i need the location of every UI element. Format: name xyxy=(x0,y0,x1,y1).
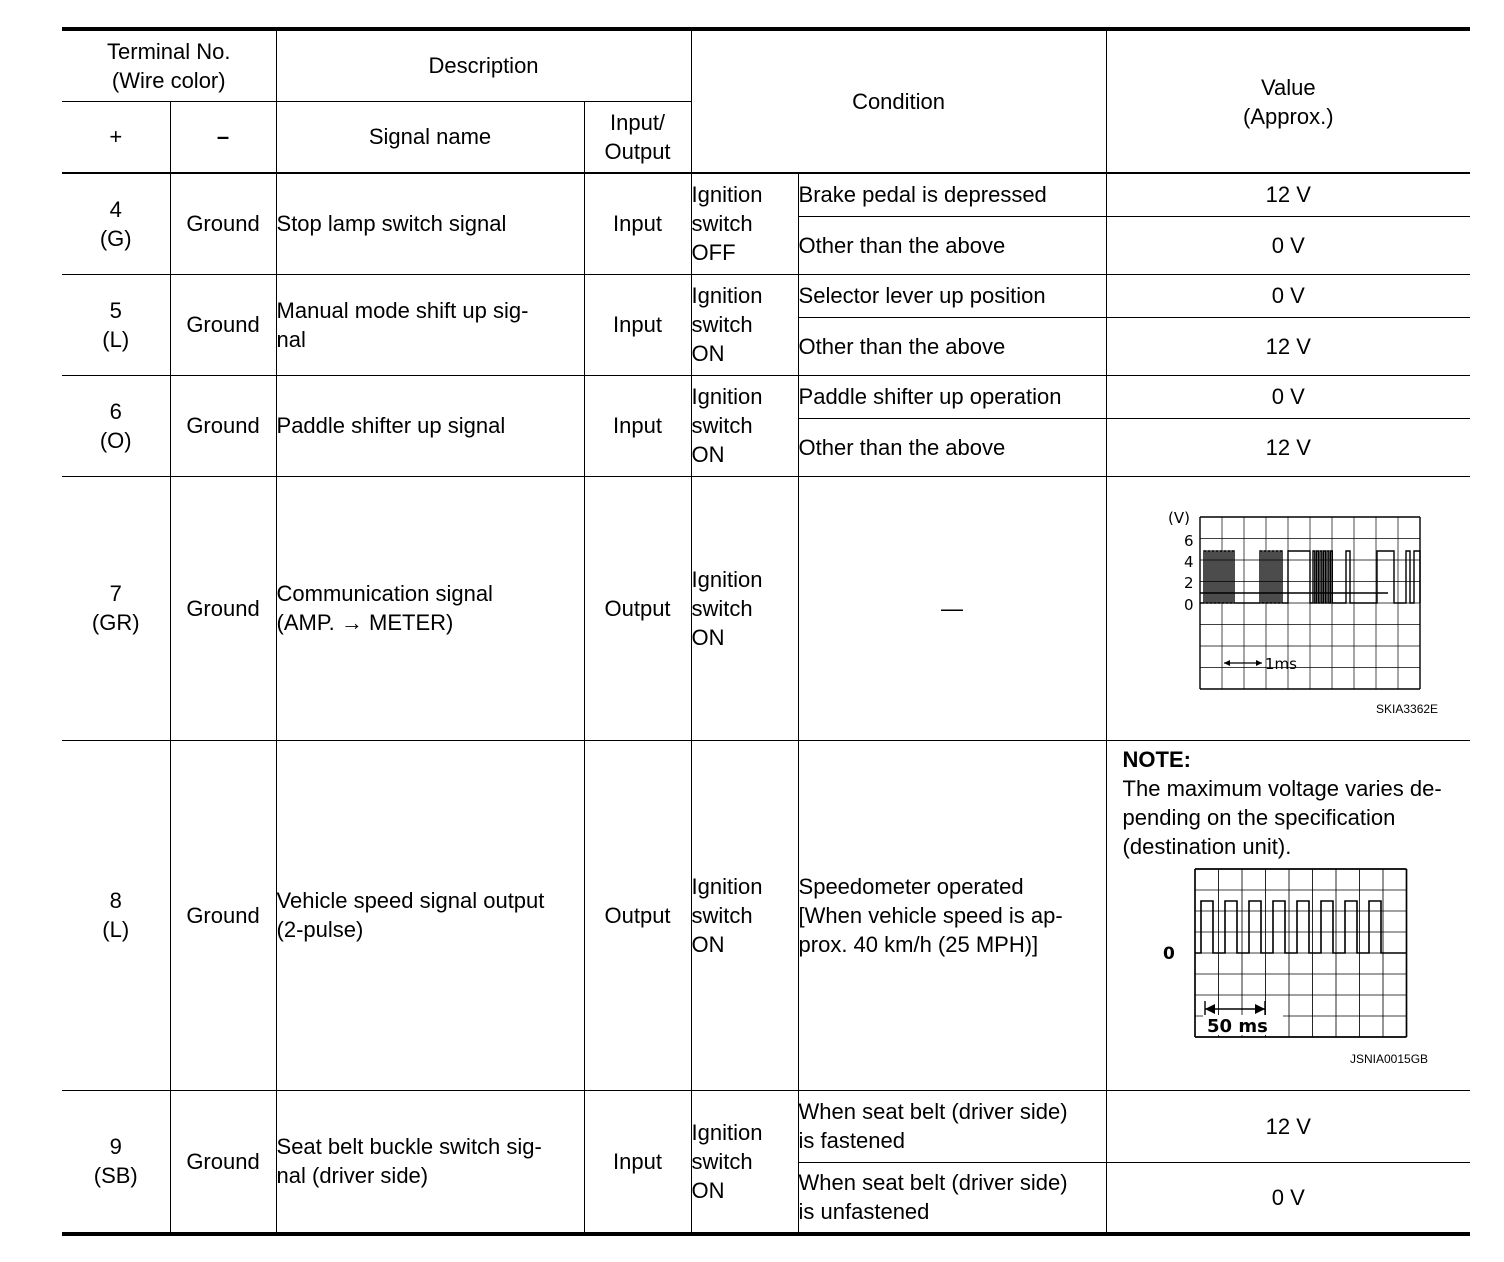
condition-line: When seat belt (driver side) xyxy=(798,1170,1068,1196)
waveform-grid xyxy=(1195,869,1407,1037)
condition-line: is fastened xyxy=(798,1128,905,1153)
note-line: pending on the specification xyxy=(1122,804,1396,830)
value-header xyxy=(1106,29,1470,173)
ignition-cell xyxy=(691,1090,798,1234)
ignition-line: ON xyxy=(691,624,725,650)
ignition-line: ON xyxy=(691,931,725,957)
terminal-number: 8 xyxy=(109,888,122,913)
signal-name-line: (2-pulse) xyxy=(276,917,364,942)
time-scale-label: 50 ms xyxy=(1207,1015,1269,1037)
waveform-trace xyxy=(1195,901,1407,953)
value-cell: 0 V xyxy=(1106,216,1470,274)
io-cell: Input xyxy=(584,274,691,375)
note-line: (destination unit). xyxy=(1122,833,1292,859)
wire-color: (L) xyxy=(102,326,130,352)
ignition-line: switch xyxy=(691,312,753,337)
signal-name-line: nal xyxy=(276,326,306,352)
ignition-line: OFF xyxy=(691,240,736,266)
communication-waveform xyxy=(1138,503,1438,713)
wire-color: (L) xyxy=(102,917,130,942)
ignition-line: ON xyxy=(691,341,725,366)
condition-cell xyxy=(798,1090,1106,1162)
wire-color: (SB) xyxy=(93,1163,138,1189)
figure-code: JSNIA0015GB xyxy=(1350,1051,1429,1066)
vehicle-speed-waveform xyxy=(1123,867,1453,1067)
table-row xyxy=(62,1090,1470,1162)
ignition-line: ON xyxy=(691,1177,725,1203)
io-cell: Output xyxy=(584,740,691,1090)
condition-header: Condition xyxy=(691,29,1106,173)
minus-cell: Ground xyxy=(170,173,276,274)
plus-header: + xyxy=(62,101,170,173)
value-cell: 12 V xyxy=(1106,1090,1470,1162)
time-scale-marker xyxy=(1224,660,1262,666)
table-row xyxy=(62,476,1470,740)
value-label: Value xyxy=(1260,74,1316,100)
minus-cell: Ground xyxy=(170,1090,276,1234)
terminal-cell xyxy=(62,375,170,476)
time-scale-marker xyxy=(1205,1001,1265,1017)
terminal-number: 5 xyxy=(109,297,122,323)
condition-cell: — xyxy=(798,476,1106,740)
minus-header: – xyxy=(170,101,276,173)
table-row xyxy=(62,740,1470,1090)
signal-name-line: nal (driver side) xyxy=(276,1163,429,1189)
terminal-cell xyxy=(62,740,170,1090)
signal-name-line: (AMP. → METER) xyxy=(276,610,454,635)
signal-name-cell xyxy=(276,740,584,1090)
condition-cell: Other than the above xyxy=(798,216,1106,274)
terminal-number: 9 xyxy=(109,1134,122,1160)
condition-line: Speedometer operated xyxy=(798,873,1024,899)
ignition-cell xyxy=(691,274,798,375)
terminal-spec-table xyxy=(62,27,1470,1236)
minus-cell: Ground xyxy=(170,274,276,375)
value-cell: 0 V xyxy=(1106,274,1470,317)
condition-cell: Selector lever up position xyxy=(798,274,1106,317)
ignition-cell xyxy=(691,476,798,740)
terminal-number: 6 xyxy=(109,398,122,424)
table-row xyxy=(62,375,1470,418)
signal-name-header: Signal name xyxy=(276,101,584,173)
wire-color: (G) xyxy=(99,225,132,251)
table-row xyxy=(62,173,1470,216)
note-waveform-cell xyxy=(1106,740,1470,1090)
minus-cell: Ground xyxy=(170,476,276,740)
condition-cell xyxy=(798,740,1106,1090)
io-cell: Input xyxy=(584,375,691,476)
voltage-tick-6: 6 xyxy=(1184,532,1194,550)
condition-line: prox. 40 km/h (25 MPH)] xyxy=(798,931,1039,957)
ignition-line: switch xyxy=(691,1148,753,1174)
note-line: The maximum voltage varies de- xyxy=(1122,775,1442,801)
voltage-tick-4: 4 xyxy=(1184,553,1194,571)
terminal-no-label: Terminal No. xyxy=(107,38,231,64)
terminal-no-header xyxy=(62,29,276,101)
ignition-line: switch xyxy=(691,413,753,438)
ignition-line: switch xyxy=(691,595,753,621)
terminal-number: 4 xyxy=(109,196,122,222)
condition-line: [When vehicle speed is ap- xyxy=(798,902,1063,928)
ignition-line: Ignition xyxy=(691,182,763,208)
value-cell: 0 V xyxy=(1106,375,1470,418)
terminal-cell xyxy=(62,476,170,740)
minus-cell: Ground xyxy=(170,740,276,1090)
input-output-header xyxy=(584,101,691,173)
condition-line: When seat belt (driver side) xyxy=(798,1099,1068,1124)
ignition-line: Ignition xyxy=(691,283,763,308)
ignition-cell xyxy=(691,375,798,476)
ignition-line: ON xyxy=(691,442,725,467)
condition-cell xyxy=(798,1162,1106,1234)
signal-name-cell xyxy=(276,274,584,375)
ignition-line: Ignition xyxy=(691,873,763,899)
signal-name-cell: Stop lamp switch signal xyxy=(276,173,584,274)
value-cell: 12 V xyxy=(1106,173,1470,216)
voltage-tick-0: 0 xyxy=(1184,596,1194,614)
condition-cell: Paddle shifter up operation xyxy=(798,375,1106,418)
terminal-cell xyxy=(62,274,170,375)
figure-code: SKIA3362E xyxy=(1376,702,1439,713)
value-cell: 0 V xyxy=(1106,1162,1470,1234)
input-output-label-2: Output xyxy=(604,138,671,164)
voltage-unit-label: (V) xyxy=(1168,509,1191,527)
waveform-cell xyxy=(1106,476,1470,740)
signal-name-line: Seat belt buckle switch sig- xyxy=(276,1134,542,1160)
signal-name-cell xyxy=(276,1090,584,1234)
value-approx-label: (Approx.) xyxy=(1243,103,1334,129)
terminal-cell xyxy=(62,173,170,274)
terminal-number: 7 xyxy=(109,581,122,606)
time-scale-label: 1ms xyxy=(1265,655,1298,673)
wire-color-label: (Wire color) xyxy=(111,67,226,93)
value-cell: 12 V xyxy=(1106,418,1470,476)
condition-cell: Other than the above xyxy=(798,418,1106,476)
ignition-line: Ignition xyxy=(691,1119,763,1145)
ignition-cell xyxy=(691,173,798,274)
wire-color: (GR) xyxy=(91,610,140,635)
ignition-cell xyxy=(691,740,798,1090)
note-title: NOTE: xyxy=(1122,746,1191,772)
signal-name-line: Communication signal xyxy=(276,581,493,606)
ignition-line: Ignition xyxy=(691,384,763,409)
io-cell: Output xyxy=(584,476,691,740)
value-cell: 12 V xyxy=(1106,317,1470,375)
ignition-line: switch xyxy=(691,211,753,237)
signal-name-cell: Paddle shifter up signal xyxy=(276,375,584,476)
ignition-line: Ignition xyxy=(691,566,763,592)
ignition-line: switch xyxy=(691,902,753,928)
minus-cell: Ground xyxy=(170,375,276,476)
signal-name-cell xyxy=(276,476,584,740)
wire-color: (O) xyxy=(99,427,132,453)
io-cell: Input xyxy=(584,1090,691,1234)
voltage-tick-2: 2 xyxy=(1184,574,1194,592)
condition-cell: Other than the above xyxy=(798,317,1106,375)
condition-line: is unfastened xyxy=(798,1199,930,1225)
input-output-label-1: Input/ xyxy=(610,109,666,135)
signal-name-line: Vehicle speed signal output xyxy=(276,888,545,913)
zero-label: 0 xyxy=(1163,943,1176,964)
description-header: Description xyxy=(276,29,691,101)
condition-cell: Brake pedal is depressed xyxy=(798,173,1106,216)
terminal-cell xyxy=(62,1090,170,1234)
signal-name-line: Manual mode shift up sig- xyxy=(276,297,529,323)
waveform-trace xyxy=(1200,551,1420,603)
note-block xyxy=(1107,741,1471,861)
io-cell: Input xyxy=(584,173,691,274)
table-row xyxy=(62,274,1470,317)
